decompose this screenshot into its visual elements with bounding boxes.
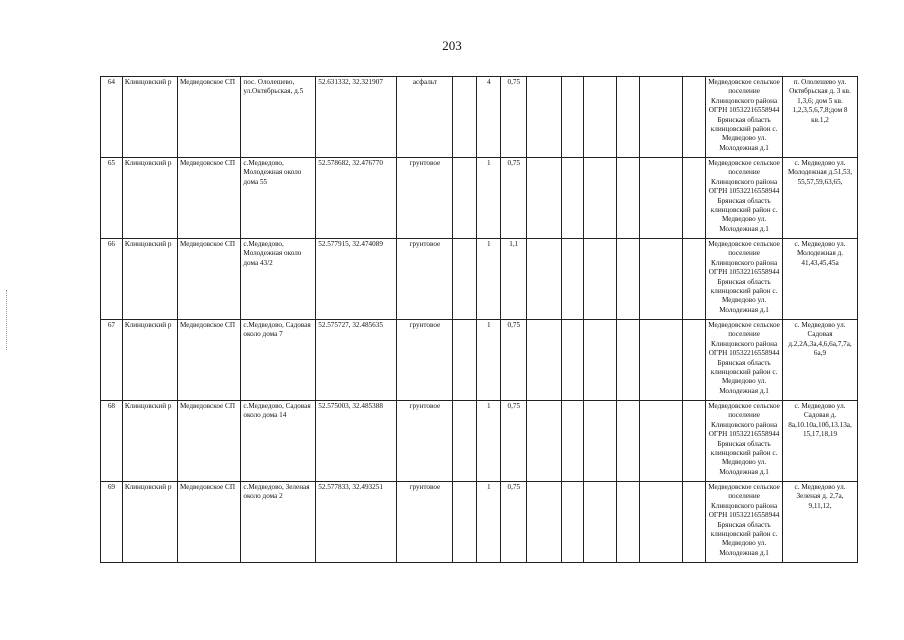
container-count-cell: 1 [477,401,501,482]
location-cell: с.Медведово, Зеленая около дома 2 [241,482,316,563]
empty-cell [527,239,561,320]
coordinates-cell: 52.578682, 32.476770 [316,158,397,239]
container-count-cell: 1 [477,239,501,320]
district-cell: Клинцовский р [122,401,177,482]
empty-cell [639,77,683,158]
settlement-cell: Медведовское СП [177,239,240,320]
volume-cell: 0,75 [501,482,527,563]
empty-cell [639,482,683,563]
owner-cell [706,401,783,482]
margin-scan-marks [6,290,9,350]
volume-cell: 0,75 [501,158,527,239]
empty-cell [584,239,616,320]
location-cell: пос. Ололешево, ул.Октябрьская, д.5 [241,77,316,158]
settlement-cell: Медведовское СП [177,401,240,482]
empty-cell [616,77,639,158]
table-row [101,482,858,563]
empty-cell [616,401,639,482]
surface-cell: грунтовое [397,158,453,239]
served-addresses-cell-text: с. Медведово ул. Молодежная д. 41,43,45,45а [794,240,846,267]
served-addresses-cell-text: п. Ололешево ул. Октябрьская д. 3 кв. 1,3,6; дом 5 кв. 1,2,3,5,6,7,8;дом 8 кв.1,2 [789,78,851,124]
empty-cell [639,239,683,320]
district-cell: Клинцовский р [122,77,177,158]
empty-cell [453,401,477,482]
row-number-cell: 66 [101,239,123,320]
empty-cell [639,158,683,239]
empty-cell [453,158,477,239]
served-addresses-cell-text: с. Медведово ул. Молодежная д.51,53, 55,57,59,63,65, [787,159,853,186]
registry-rows [101,77,858,563]
empty-cell [453,239,477,320]
container-count-cell: 1 [477,320,501,401]
surface-cell: грунтовое [397,320,453,401]
district-cell: Клинцовский р [122,320,177,401]
settlement-cell: Медведовское СП [177,77,240,158]
location-cell: с.Медведово, Садовая около дома 7 [241,320,316,401]
coordinates-cell: 52.575727, 32.485635 [316,320,397,401]
empty-cell [561,320,584,401]
empty-cell [683,401,706,482]
location-cell: с.Медведово, Садовая около дома 14 [241,401,316,482]
empty-cell [616,239,639,320]
served-addresses-cell-text: с. Медведово ул. Садовая д.2,2А,3а,4,6,6а,7,7а, 6а,9 [788,321,852,358]
table-row [101,320,858,401]
owner-cell-text: Медведовское сельское поселение Клинцовского района ОГРН 10532216558944 Брянская область клинцовский район с. Медведово ул. Молодежная д.1 [708,321,780,395]
row-number-cell: 68 [101,401,123,482]
empty-cell [683,239,706,320]
empty-cell [584,320,616,401]
empty-cell [683,77,706,158]
served-addresses-cell [783,320,858,401]
served-addresses-cell [783,239,858,320]
owner-cell [706,77,783,158]
district-cell: Клинцовский р [122,482,177,563]
served-addresses-cell [783,77,858,158]
row-number-cell: 67 [101,320,123,401]
empty-cell [584,482,616,563]
coordinates-cell: 52.631332, 32.321907 [316,77,397,158]
empty-cell [683,320,706,401]
volume-cell: 0,75 [501,320,527,401]
served-addresses-cell [783,401,858,482]
registry-table [100,76,858,563]
empty-cell [561,401,584,482]
volume-cell: 0,75 [501,77,527,158]
settlement-cell: Медведовское СП [177,158,240,239]
owner-cell [706,239,783,320]
empty-cell [453,77,477,158]
location-cell: с.Медведово, Молодежная около дома 43/2 [241,239,316,320]
empty-cell [616,158,639,239]
district-cell: Клинцовский р [122,158,177,239]
coordinates-cell: 52.577915, 32.474089 [316,239,397,320]
owner-cell-text: Медведовское сельское поселение Клинцовского района ОГРН 10532216558944 Брянская область клинцовский район с. Медведово ул. Молодежная д.1 [708,240,780,314]
owner-cell [706,482,783,563]
owner-cell [706,158,783,239]
empty-cell [561,239,584,320]
empty-cell [683,158,706,239]
owner-cell-text: Медведовское сельское поселение Клинцовского района ОГРН 10532216558944 Брянская область клинцовский район с. Медведово ул. Молодежная д.1 [708,402,780,476]
empty-cell [616,482,639,563]
row-number-cell: 65 [101,158,123,239]
volume-cell: 0,75 [501,401,527,482]
empty-cell [584,77,616,158]
empty-cell [639,401,683,482]
empty-cell [584,158,616,239]
owner-cell-text: Медведовское сельское поселение Клинцовского района ОГРН 10532216558944 Брянская область клинцовский район с. Медведово ул. Молодежная д.1 [708,78,780,152]
served-addresses-cell [783,482,858,563]
container-count-cell: 4 [477,77,501,158]
empty-cell [527,77,561,158]
surface-cell: грунтовое [397,401,453,482]
coordinates-cell: 52.577833, 32.493251 [316,482,397,563]
table-row [101,401,858,482]
settlement-cell: Медведовское СП [177,482,240,563]
empty-cell [527,158,561,239]
empty-cell [561,158,584,239]
surface-cell: грунтовое [397,239,453,320]
empty-cell [683,482,706,563]
district-cell: Клинцовский р [122,239,177,320]
page-number: 203 [442,38,462,53]
settlement-cell: Медведовское СП [177,320,240,401]
location-cell: с.Медведово, Молодежная около дома 55 [241,158,316,239]
empty-cell [453,482,477,563]
surface-cell: асфальт [397,77,453,158]
container-count-cell: 1 [477,158,501,239]
empty-cell [527,320,561,401]
coordinates-cell: 52.575003, 32.485388 [316,401,397,482]
empty-cell [561,482,584,563]
container-count-cell: 1 [477,482,501,563]
served-addresses-cell-text: с. Медведово ул. Зеленая д. 2,7а, 9,11,12, [794,483,846,510]
empty-cell [453,320,477,401]
owner-cell-text: Медведовское сельское поселение Клинцовского района ОГРН 10532216558944 Брянская область клинцовский район с. Медведово ул. Молодежная д.1 [708,483,780,557]
table-row [101,158,858,239]
row-number-cell: 69 [101,482,123,563]
table-row [101,77,858,158]
row-number-cell: 64 [101,77,123,158]
served-addresses-cell [783,158,858,239]
served-addresses-cell-text: с. Медведово ул. Садовая д. 8а,10.10а,10б,13.13а, 15,17,18,19 [788,402,852,439]
empty-cell [527,401,561,482]
owner-cell-text: Медведовское сельское поселение Клинцовского района ОГРН 10532216558944 Брянская область клинцовский район с. Медведово ул. Молодежная д.1 [708,159,780,233]
empty-cell [584,401,616,482]
owner-cell [706,320,783,401]
empty-cell [639,320,683,401]
table-row [101,239,858,320]
empty-cell [616,320,639,401]
volume-cell: 1,1 [501,239,527,320]
surface-cell: грунтовое [397,482,453,563]
empty-cell [527,482,561,563]
empty-cell [561,77,584,158]
